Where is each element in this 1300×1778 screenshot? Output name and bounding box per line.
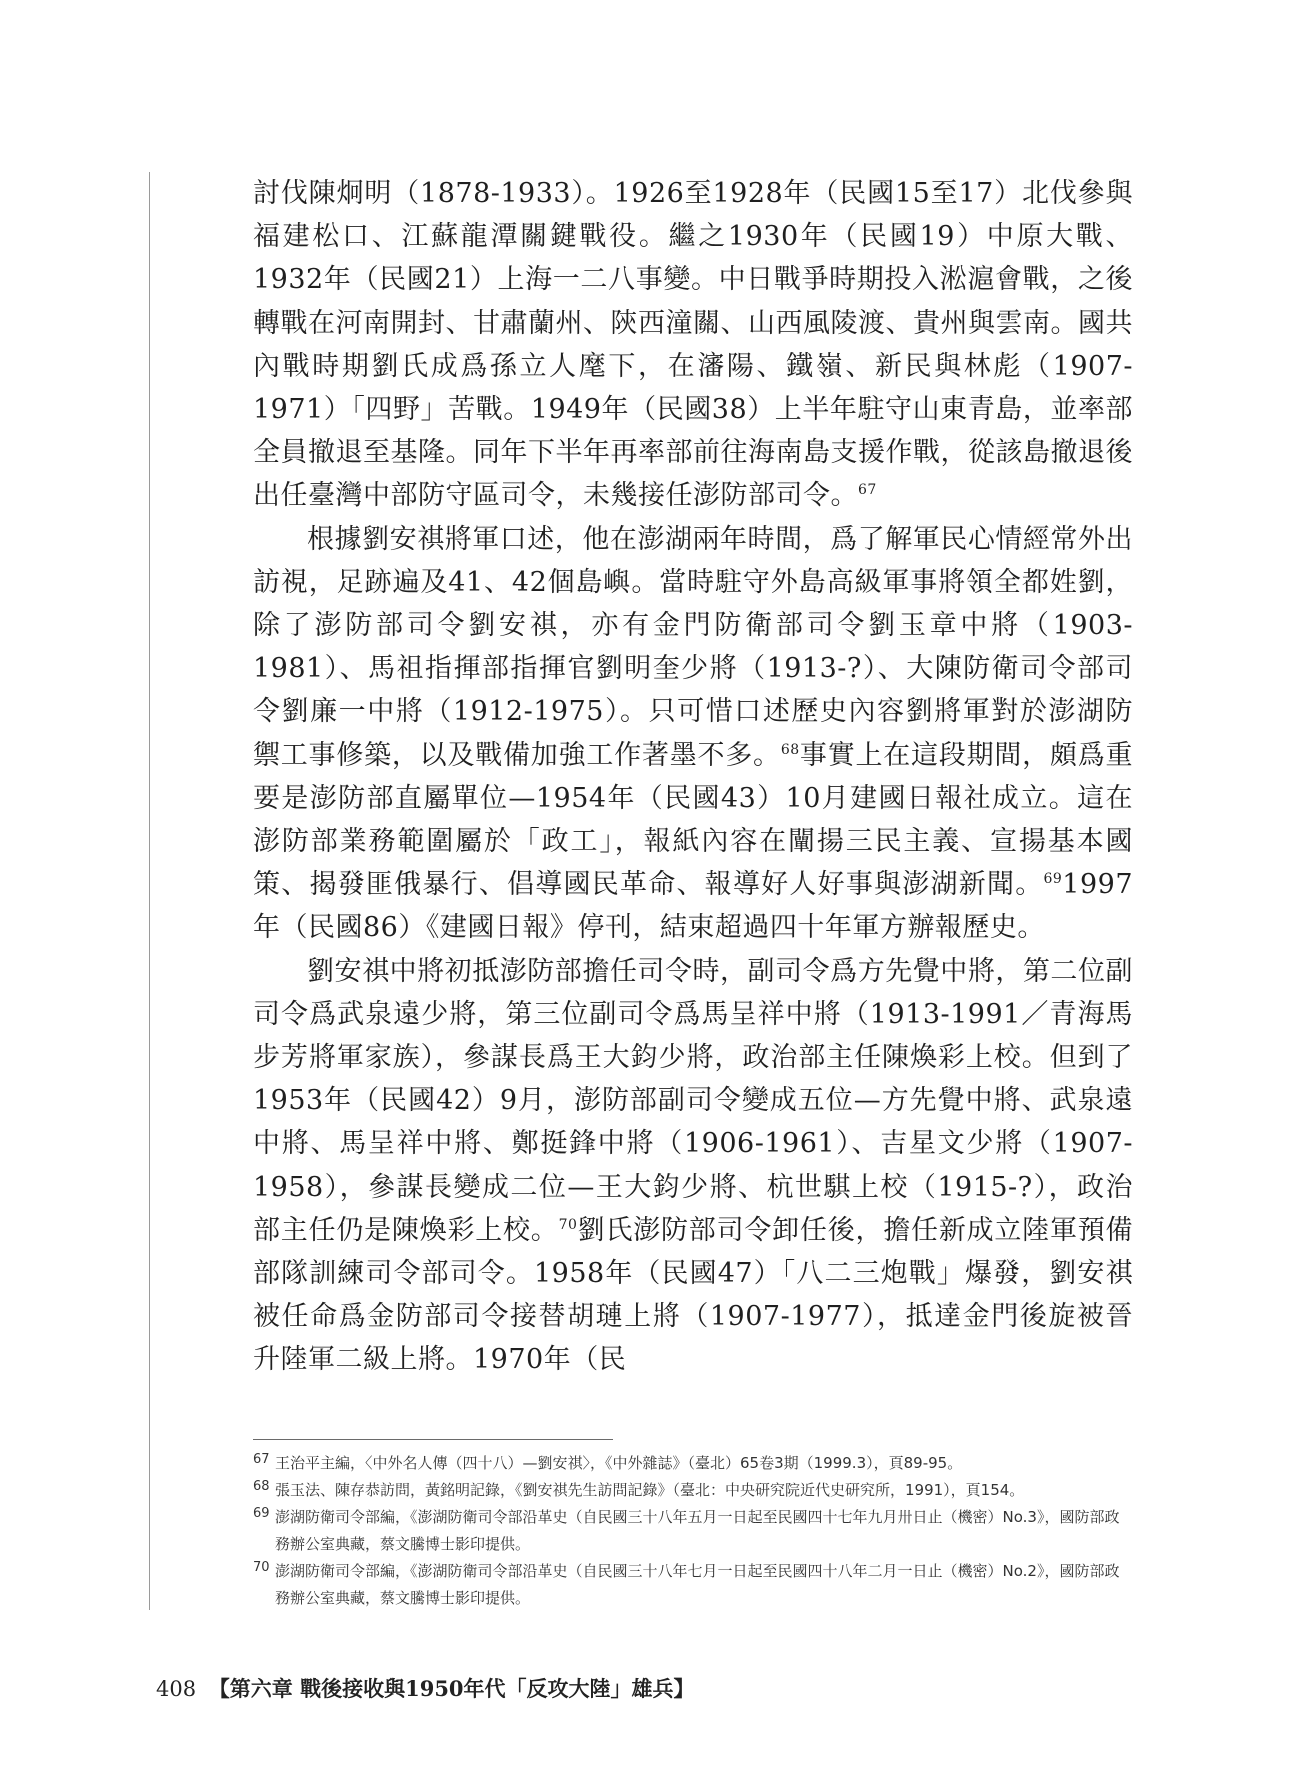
body-text (253, 172, 1133, 1382)
footnote-number: 69 (253, 1506, 270, 1521)
footnote-text: 澎湖防衛司令部編，《澎湖防衛司令部沿革史（自民國三十八年五月一日起至民國四十七年九月卅日止（機密）No.3》，國防部政務辦公室典藏，蔡文騰博士影印提供。 (275, 1508, 1120, 1553)
paragraph (253, 950, 1133, 1382)
footnote (253, 1477, 1133, 1504)
paragraph-text: 根據劉安祺將軍口述，他在澎湖兩年時間，爲了解軍民心情經常外出訪視，足跡遍及41、42個島嶼。當時駐守外島高級軍事將領全都姓劉，除了澎防部司令劉安祺，亦有金門防衛部司令劉玉章中將（1903-1981）、馬祖指揮部指揮官劉明奎少將（1913-?）、大陳防衛司令部司令劉廉一中將（1912-1975）。只可惜口述歷史內容劉將軍對於澎湖防禦工事修築，以及戰備加強工作著墨不多。 (253, 523, 1133, 771)
footnote-separator (253, 1439, 613, 1440)
footnote (253, 1558, 1133, 1612)
page-footer (156, 1673, 695, 1703)
footnote-reference[interactable]: 69 (1043, 871, 1063, 888)
footnote-reference[interactable]: 67 (858, 482, 877, 499)
paragraph-text: 事實上在這段期間，頗爲重要是澎防部直屬單位—1954年（民國43）10月建國日報社成立。這在澎防部業務範圍屬於「政工」，報紙內容在闡揚三民主義、宣揚基本國策、揭發匪俄暴行、倡導國民革命、報導好人好事與澎湖新聞。 (253, 739, 1134, 901)
margin-rule (149, 172, 150, 1610)
footnote (253, 1504, 1133, 1558)
running-chapter-title: 【第六章 戰後接收與1950年代「反攻大陸」雄兵】 (208, 1676, 695, 1701)
paragraph-text: 劉安祺中將初抵澎防部擔任司令時，副司令爲方先覺中將，第二位副司令爲武泉遠少將，第三位副司令爲馬呈祥中將（1913-1991／青海馬步芳將軍家族），參謀長爲王大鈞少將，政治部主任陳煥彩上校。但到了1953年（民國42）9月，澎防部副司令變成五位—方先覺中將、武泉遠中將、馬呈祥中將、鄭挺鋒中將（1906-1961）、吉星文少將（1907-1958），參謀長變成二位—王大鈞少將、杭世騏上校（1915-?），政治部主任仍是陳煥彩上校。 (253, 955, 1133, 1246)
footnote-reference[interactable]: 68 (780, 741, 800, 758)
footnote-number: 67 (253, 1452, 270, 1467)
footnote-text: 張玉法、陳存恭訪問，黃銘明記錄，《劉安祺先生訪問記錄》（臺北：中央研究院近代史研究所，1991），頁154。 (275, 1481, 1025, 1499)
paragraph-text: 討伐陳炯明（1878-1933）。1926至1928年（民國15至17）北伐參與福建松口、江蘇龍潭關鍵戰役。繼之1930年（民國19）中原大戰、1932年（民國21）上海一二八事變。中日戰爭時期投入淞滬會戰，之後轉戰在河南開封、甘肅蘭州、陝西潼關、山西風陵渡、貴州與雲南。國共內戰時期劉氏成爲孫立人麾下，在瀋陽、鐵嶺、新民與林彪（1907-1971）「四野」苦戰。1949年（民國38）上半年駐守山東青島，並率部全員撤退至基隆。同年下半年再率部前往海南島支援作戰，從該島撤退後出任臺灣中部防守區司令，未幾接任澎防部司令。 (253, 178, 1133, 512)
footnote-number: 68 (253, 1479, 270, 1494)
page-number: 408 (156, 1677, 197, 1701)
paragraph (253, 518, 1133, 950)
footnotes (253, 1450, 1133, 1612)
footnote-reference[interactable]: 70 (558, 1216, 578, 1233)
footnote-text: 澎湖防衛司令部編，《澎湖防衛司令部沿革史（自民國三十八年七月一日起至民國四十八年二月一日止（機密）No.2》，國防部政務辦公室典藏，蔡文騰博士影印提供。 (275, 1562, 1120, 1607)
paragraph-text: 劉氏澎防部司令卸任後，擔任新成立陸軍預備部隊訓練司令部司令。1958年（民國47）「八二三炮戰」爆發，劉安祺被任命爲金防部司令接替胡璉上將（1907-1977），抵達金門後旋被晉升陸軍二級上將。1970年（民 (253, 1214, 1134, 1376)
paragraph-text: 1997年（民國86）《建國日報》停刊，結束超過四十年軍方辦報歷史。 (253, 869, 1133, 944)
footnote (253, 1450, 1133, 1477)
paragraph (253, 172, 1133, 518)
footnote-number: 70 (253, 1560, 270, 1575)
footnote-text: 王治平主編，〈中外名人傳（四十八）—劉安祺〉，《中外雜誌》（臺北）65卷3期（1999.3），頁89-95。 (275, 1454, 963, 1472)
